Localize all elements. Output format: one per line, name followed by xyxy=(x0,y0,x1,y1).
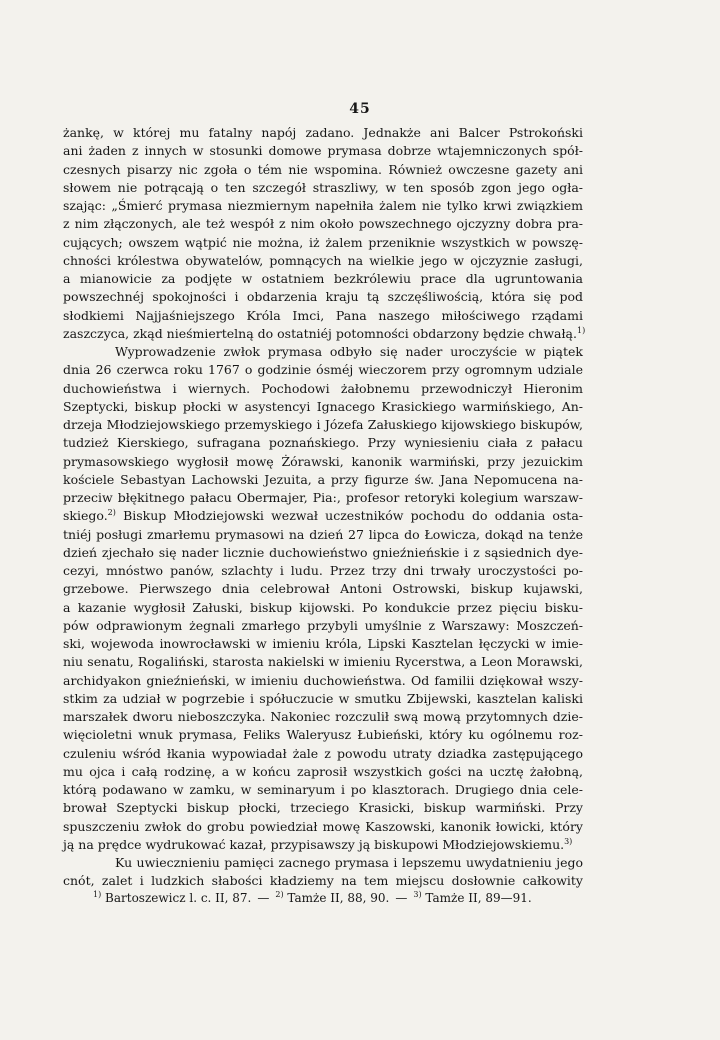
footnote-marker: 1) xyxy=(576,325,586,335)
text-line: cujących; owszem wątpić nie można, iż żalem przeniknie wszystkich w powszę- xyxy=(63,234,583,250)
text-line: pów odprawionym żegnali zmarłego przybyli umyślnie z Warszawy: Moszczeń- xyxy=(63,617,583,633)
text-line: ani żaden z innych w stosunki domowe prymasa dobrze wtajemniczonych spół- xyxy=(63,143,583,159)
footnote-line: $^{1)}$ Bartoszewicz l. c. II, 87. — $^{2)}$ Tamże II, 88, 90. — $^{3)}$ Tamże II, 89—91. xyxy=(93,890,532,905)
text-line: powszechnéj spokojności i obdarzenia kraju tą szczęśliwością, która się pod xyxy=(63,289,583,305)
text-line: tudzież Kierskiego, sufragana poznańskiego. Przy wyniesieniu ciała z pałacu xyxy=(63,435,583,451)
text-line: duchowieństwa i wiernych. Pochodowi żałobnemu przewodniczył Hieronim xyxy=(63,380,583,396)
text-line: żankę, w której mu fatalny napój zadano. Jednakże ani Balcer Pstrokoński xyxy=(63,125,583,140)
text-line: Szeptycki, biskup płocki w asystencyi Ignacego Krasickiego warmińskiego, An- xyxy=(63,398,583,414)
page-number: 45 xyxy=(349,101,371,117)
text-line: cezyi, mnóstwo panów, szlachty i ludu. Przez trzy dni trwały uroczystości po- xyxy=(63,563,583,578)
text-line: marszałek dworu nieboszczyka. Nakoniec rozczulił swą mową przytomnych dzie- xyxy=(63,709,583,724)
text-line: szając: „Śmierć prymasa niezmiernym napełniła żalem nie tylko krwi związkiem xyxy=(63,198,583,213)
text-line: czuleniu wśród łkania wypowiadał żale z powodu utraty dziadka zastępującego xyxy=(63,745,583,761)
text-line: drzeja Młodziejowskiego przemyskiego i Józefa Załuskiego kijowskiego biskupów, xyxy=(63,417,583,432)
text-line: z nim złączonych, ale też wespół z nim około powszechnego ojczyzny dobra pra- xyxy=(63,216,583,232)
text-line: którą podawano w zamku, w seminaryum i po klasztorach. Drugiego dnia cele- xyxy=(63,782,583,797)
text-line: archidyakon gnieźnieński, w imieniu duchowieństwa. Od familii dziękował wszy- xyxy=(63,672,583,688)
text-line: mu ojca i całą rodzinę, a w końcu zaprosił wszystkich gości na ucztę żałobną, xyxy=(63,763,583,779)
text-line: kościele Sebastyan Lachowski Jezuita, a przy figurze św. Jana Nepomucena na- xyxy=(63,471,583,487)
text-line: słowem nie potrącają o ten szczegół straszliwy, w ten sposób zgon jego ogła- xyxy=(63,179,583,195)
text-line: więcioletni wnuk prymasa, Feliks Waleryusz Łubieński, który ku ogólnemu roz- xyxy=(63,727,583,743)
footnotes xyxy=(93,889,583,907)
text-line: skiego.$^{2)}$ Biskup Młodziejowski wezwał uczestników pochodu do oddania osta- xyxy=(63,508,583,524)
text-line: dnia 26 czerwca roku 1767 o godzinie ósméj wieczorem przy ogromnym udziale xyxy=(63,362,583,378)
text-line: ski, wojewoda inowrocławski w imieniu króla, Lipski Kasztelan łęczycki w imie- xyxy=(63,636,583,651)
text-line: a mianowicie za podjęte w ostatniem bezkrólewiu prace dla ugruntowania xyxy=(63,271,583,286)
text-line: czesnych pisarzy nic zgoła o tém nie wspomina. Również owczesne gazety ani xyxy=(63,161,583,177)
text-line: chności królestwa obywatelów, pomnących na wielkie jego w ojczyznie zasługi, xyxy=(63,252,583,268)
footnote-marker: 3) xyxy=(564,836,573,846)
text-line: Wyprowadzenie zwłok prymasa odbyło się nader uroczyście w piątek xyxy=(115,344,583,359)
text-line: a kazanie wygłosił Załuski, biskup kijowski. Po kondukcie przez pięciu bisku- xyxy=(63,599,583,615)
text-line: ją na prędce wydrukować kazał, przypisawszy ją biskupowi Młodziejowskiemu.$^{3)}$ xyxy=(63,836,573,852)
footnote-marker: 2) xyxy=(107,508,116,518)
text-line: cnót, zalet i ludzkich słabości kładziemy na tem miejscu dosłownie całkowity xyxy=(63,873,583,889)
footnote-3: $^{3)}$ Tamże II, 89—91. xyxy=(413,890,532,905)
text-line: grzebowe. Pierwszego dnia celebrował Antoni Ostrowski, biskup kujawski, xyxy=(63,581,583,597)
body-text xyxy=(63,124,586,891)
footnote-2: $^{2)}$ Tamże II, 88, 90. xyxy=(275,890,390,905)
text-line: dzień zjechało się nader licznie duchowieństwo gnieźnieńskie i z sąsiednich dye- xyxy=(63,544,583,560)
footnote-1: $^{1)}$ Bartoszewicz l. c. II, 87. xyxy=(93,890,252,905)
text-line: zaszczyca, zkąd nieśmiertelną do ostatniéj potomności obdarzony będzie chwałą.$^{1)}$ xyxy=(63,325,586,341)
text-line: stkim za udział w pogrzebie i spółuczucie w smutku Zbijewski, kasztelan kaliski xyxy=(63,690,583,706)
text-line: słodkiemi Najjaśniejszego Króla Imci, Pana naszego miłościwego rządami xyxy=(63,307,583,323)
text-line: spuszczeniu zwłok do grobu powiedział mowę Kaszowski, kanonik łowicki, który xyxy=(63,818,583,834)
text-line: Ku uwiecznieniu pamięci zacnego prymasa i lepszemu uwydatnieniu jego xyxy=(115,855,583,870)
text-line: tniéj posługi zmarłemu prymasowi na dzień 27 lipca do Łowicza, dokąd na tenże xyxy=(63,526,583,542)
text-line: przeciw błękitnego pałacu Obermajer, Pia:, profesor retoryki kolegium warszaw- xyxy=(63,490,583,505)
text-line: niu senatu, Rogaliński, starosta nakielski w imieniu Rycerstwa, a Leon Morawski, xyxy=(63,654,583,670)
text-line: prymasowskiego wygłosił mowę Żórawski, kanonik warmiński, przy jezuickim xyxy=(63,453,583,469)
text-line: brował Szeptycki biskup płocki, trzeciego Krasicki, biskup warmiński. Przy xyxy=(63,800,583,816)
